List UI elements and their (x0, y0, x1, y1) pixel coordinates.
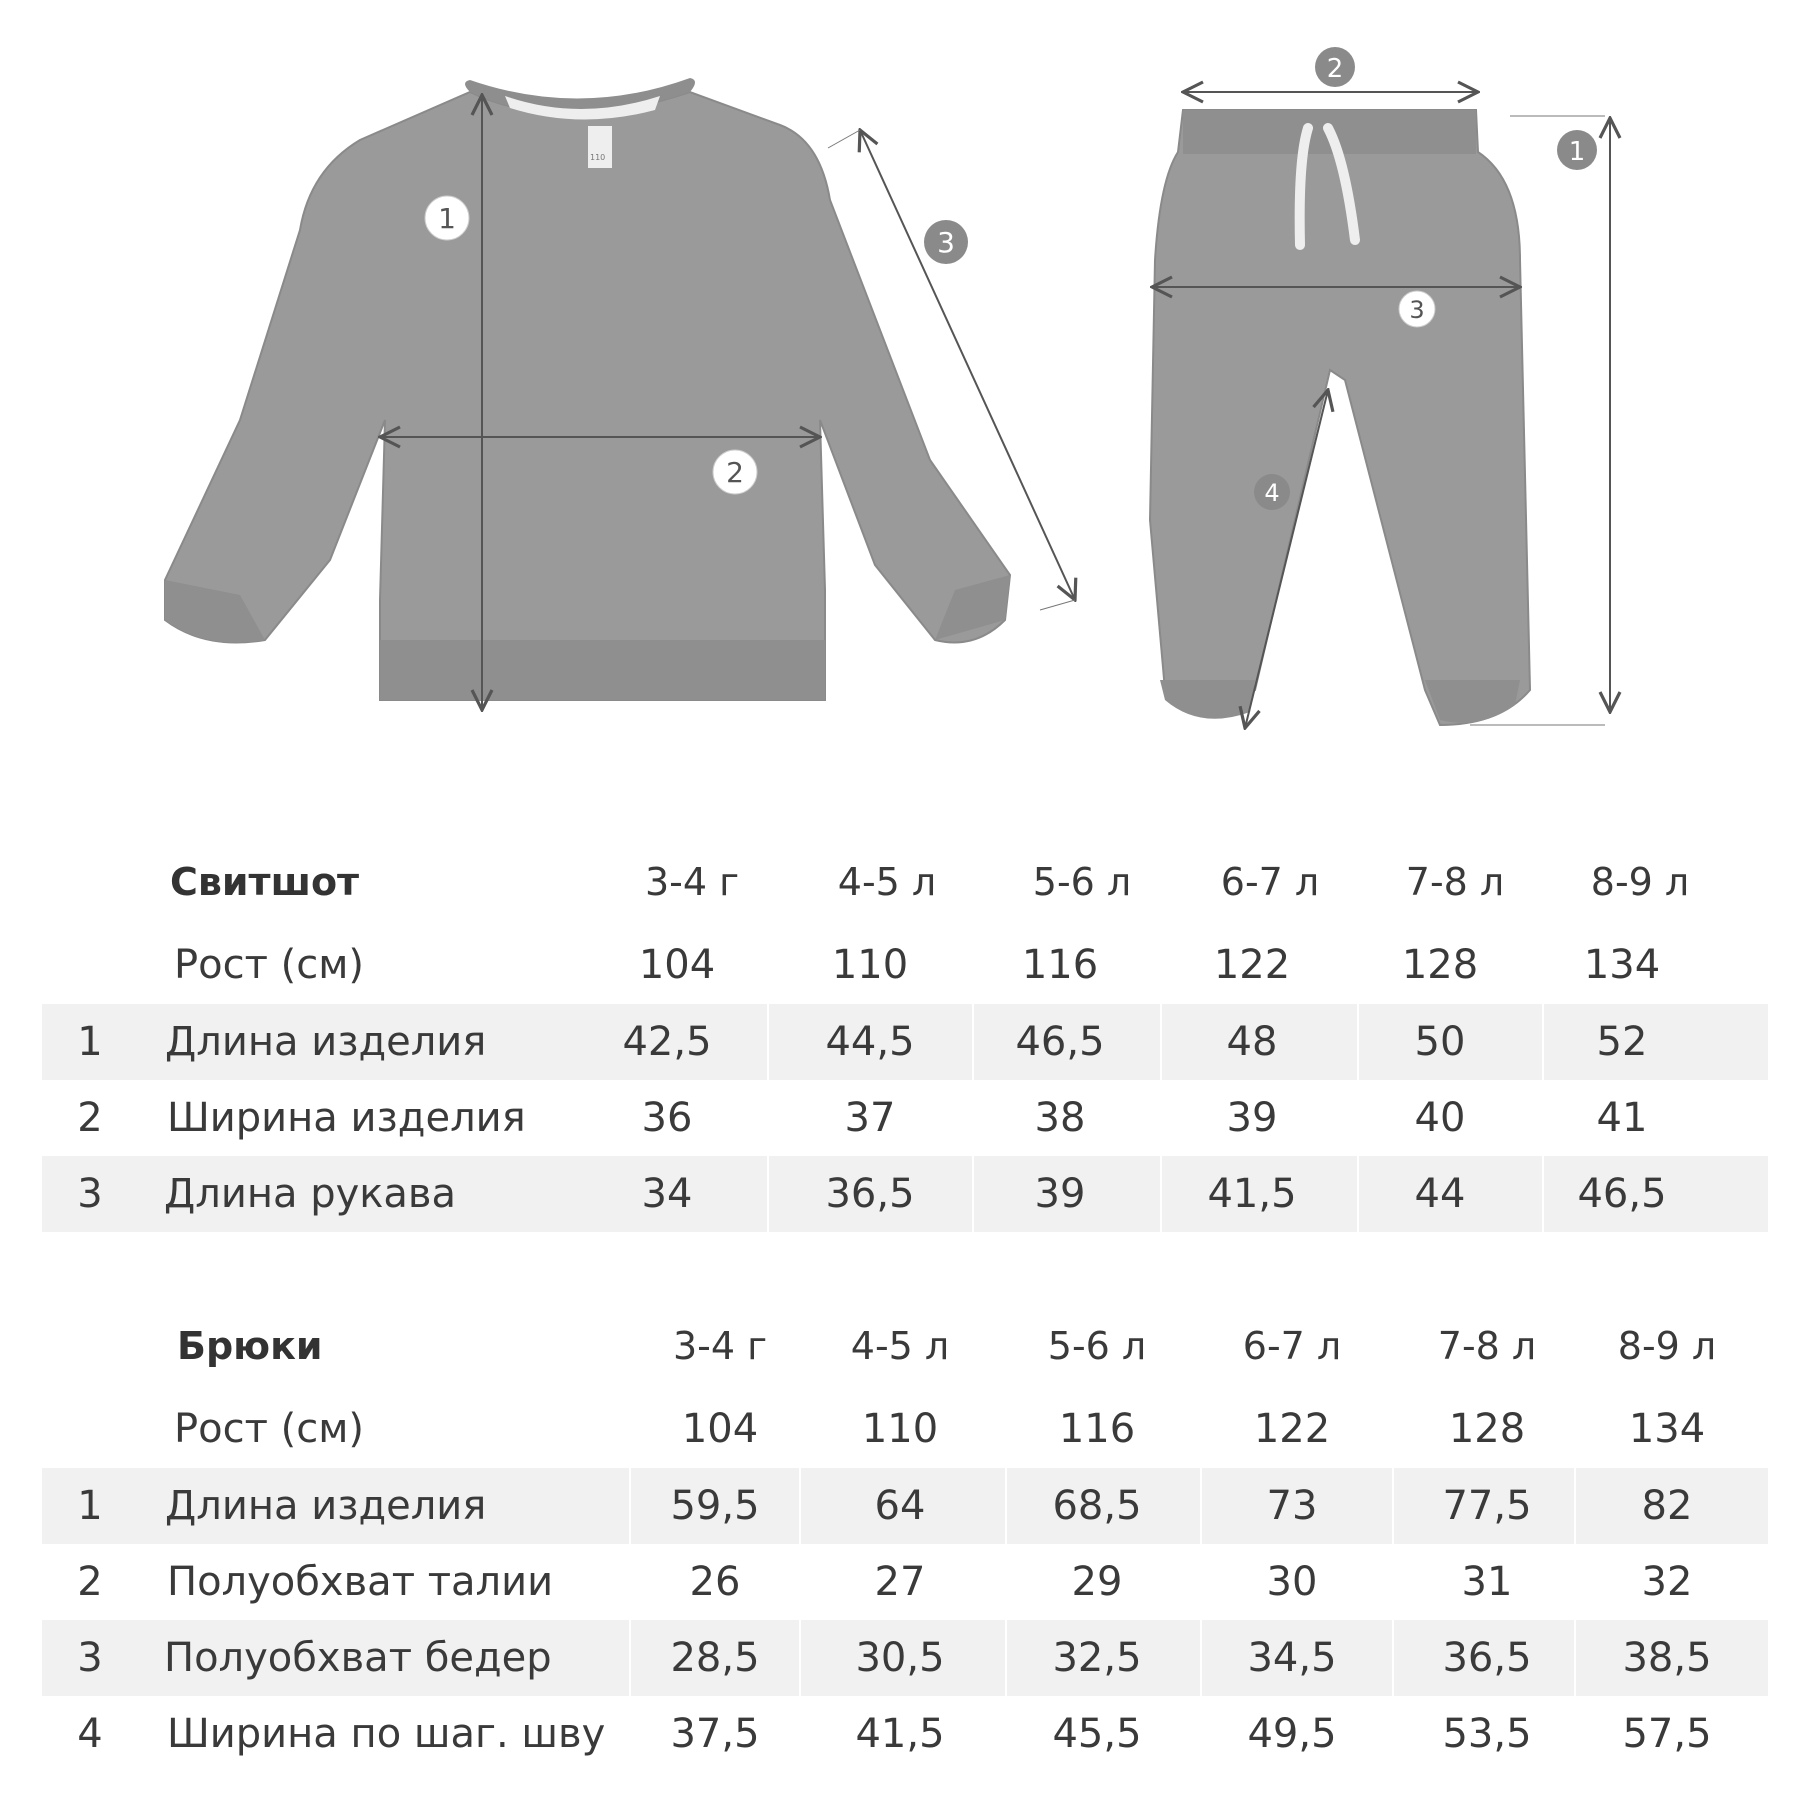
row-value: 34 (641, 1171, 693, 1217)
row-label: Полуобхват бедер (164, 1635, 552, 1681)
height-value: 134 (1628, 1406, 1706, 1452)
table-row (42, 1468, 1768, 1544)
pants-marker-3 (1399, 291, 1435, 327)
row-value: 38,5 (1622, 1635, 1712, 1681)
size-header: 8-9 л (1590, 860, 1690, 904)
row-label: Длина изделия (165, 1483, 487, 1529)
pants-marker-2 (1315, 47, 1355, 87)
row-value: 48 (1226, 1019, 1278, 1065)
pants-illustration (1150, 47, 1610, 728)
row-value: 39 (1226, 1095, 1278, 1141)
row-value: 41 (1596, 1095, 1648, 1141)
svg-text:3: 3 (1409, 296, 1425, 324)
row-label: Полуобхват талии (167, 1559, 554, 1605)
row-number: 1 (77, 1483, 103, 1529)
pants-table-title: Брюки (177, 1324, 323, 1368)
size-header: 5-6 л (1047, 1324, 1147, 1368)
table-row (42, 1156, 1768, 1232)
svg-text:3: 3 (937, 226, 955, 259)
row-value: 30,5 (855, 1635, 945, 1681)
sweatshirt-marker-3 (924, 220, 968, 264)
row-label: Ширина изделия (167, 1095, 526, 1141)
sweatshirt-marker-2 (713, 450, 757, 494)
row-value: 31 (1461, 1559, 1513, 1605)
size-header: 7-8 л (1437, 1324, 1537, 1368)
sweatshirt-table-title: Свитшот (170, 860, 360, 904)
height-value: 116 (1021, 942, 1099, 988)
row-value: 82 (1641, 1483, 1693, 1529)
table-row (42, 1696, 1768, 1772)
height-value: 122 (1213, 942, 1291, 988)
row-value: 49,5 (1247, 1711, 1337, 1757)
sweatshirt-hem (380, 640, 825, 700)
size-header: 3-4 г (672, 1324, 768, 1368)
row-number: 1 (77, 1019, 103, 1065)
row-number: 3 (77, 1171, 103, 1217)
height-value: 128 (1448, 1406, 1526, 1452)
height-value: 116 (1058, 1406, 1136, 1452)
sweatshirt-marker-1 (425, 196, 469, 240)
height-value: 110 (861, 1406, 939, 1452)
pants-height-row (42, 1390, 1768, 1468)
svg-text:2: 2 (726, 456, 744, 489)
row-value: 32,5 (1052, 1635, 1142, 1681)
row-value: 41,5 (855, 1711, 945, 1757)
row-value: 64 (874, 1483, 926, 1529)
row-label: Ширина по шаг. шву (167, 1711, 606, 1757)
size-header: 4-5 л (837, 860, 937, 904)
row-value: 40 (1414, 1095, 1466, 1141)
size-header: 8-9 л (1617, 1324, 1717, 1368)
row-value: 42,5 (622, 1019, 712, 1065)
pants-left-cuff (1160, 680, 1255, 719)
size-header: 4-5 л (850, 1324, 950, 1368)
pants-marker-1 (1557, 130, 1597, 170)
height-value: 104 (638, 942, 716, 988)
row-label: Длина рукава (164, 1171, 457, 1217)
row-value: 36,5 (825, 1171, 915, 1217)
row-value: 27 (874, 1559, 926, 1605)
pants-right-cuff (1425, 680, 1520, 723)
row-value: 29 (1071, 1559, 1123, 1605)
svg-text:2: 2 (1326, 54, 1344, 84)
size-header: 6-7 л (1220, 860, 1320, 904)
svg-text:1: 1 (1568, 137, 1586, 167)
pants-header-row (42, 1302, 1768, 1390)
svg-text:4: 4 (1264, 479, 1280, 507)
row-value: 52 (1596, 1019, 1648, 1065)
row-value: 28,5 (670, 1635, 760, 1681)
sweatshirt-height-row (42, 926, 1768, 1004)
sweatshirt-illustration (165, 78, 1075, 710)
height-label: Рост (см) (174, 942, 364, 988)
row-value: 45,5 (1052, 1711, 1142, 1757)
row-number: 4 (77, 1711, 103, 1757)
row-value: 57,5 (1622, 1711, 1712, 1757)
measurement-illustrations (0, 0, 1800, 760)
height-value: 104 (681, 1406, 759, 1452)
table-row (42, 1004, 1768, 1080)
pants-size-table (42, 1302, 1768, 1772)
row-label: Длина изделия (165, 1019, 487, 1065)
size-header: 3-4 г (644, 860, 740, 904)
row-value: 44 (1414, 1171, 1466, 1217)
sweatshirt-size-table (42, 838, 1768, 1232)
row-value: 68,5 (1052, 1483, 1142, 1529)
row-number: 3 (77, 1635, 103, 1681)
row-value: 36 (641, 1095, 693, 1141)
row-value: 30 (1266, 1559, 1318, 1605)
sweatshirt-header-row (42, 838, 1768, 926)
row-value: 26 (689, 1559, 741, 1605)
garment-diagram (0, 0, 1800, 760)
height-value: 128 (1401, 942, 1479, 988)
row-value: 59,5 (670, 1483, 760, 1529)
row-value: 37 (844, 1095, 896, 1141)
sweatshirt-tag-text: 110 (590, 153, 606, 162)
table-row (42, 1620, 1768, 1696)
row-value: 46,5 (1015, 1019, 1105, 1065)
row-value: 41,5 (1207, 1171, 1297, 1217)
row-value: 44,5 (825, 1019, 915, 1065)
pants-marker-4 (1254, 474, 1290, 510)
size-header: 7-8 л (1405, 860, 1505, 904)
pants-body (1150, 110, 1530, 725)
row-value: 38 (1034, 1095, 1086, 1141)
row-value: 46,5 (1577, 1171, 1667, 1217)
row-number: 2 (77, 1095, 103, 1141)
row-value: 36,5 (1442, 1635, 1532, 1681)
row-value: 73 (1266, 1483, 1318, 1529)
row-value: 77,5 (1442, 1483, 1532, 1529)
size-header: 6-7 л (1242, 1324, 1342, 1368)
row-value: 39 (1034, 1171, 1086, 1217)
row-value: 34,5 (1247, 1635, 1337, 1681)
height-value: 134 (1583, 942, 1661, 988)
table-row (42, 1080, 1768, 1156)
row-value: 32 (1641, 1559, 1693, 1605)
height-value: 122 (1253, 1406, 1331, 1452)
row-value: 53,5 (1442, 1711, 1532, 1757)
svg-text:1: 1 (438, 202, 456, 235)
height-label: Рост (см) (174, 1406, 364, 1452)
row-number: 2 (77, 1559, 103, 1605)
row-value: 50 (1414, 1019, 1466, 1065)
table-row (42, 1544, 1768, 1620)
height-value: 110 (831, 942, 909, 988)
row-value: 37,5 (670, 1711, 760, 1757)
size-header: 5-6 л (1032, 860, 1132, 904)
